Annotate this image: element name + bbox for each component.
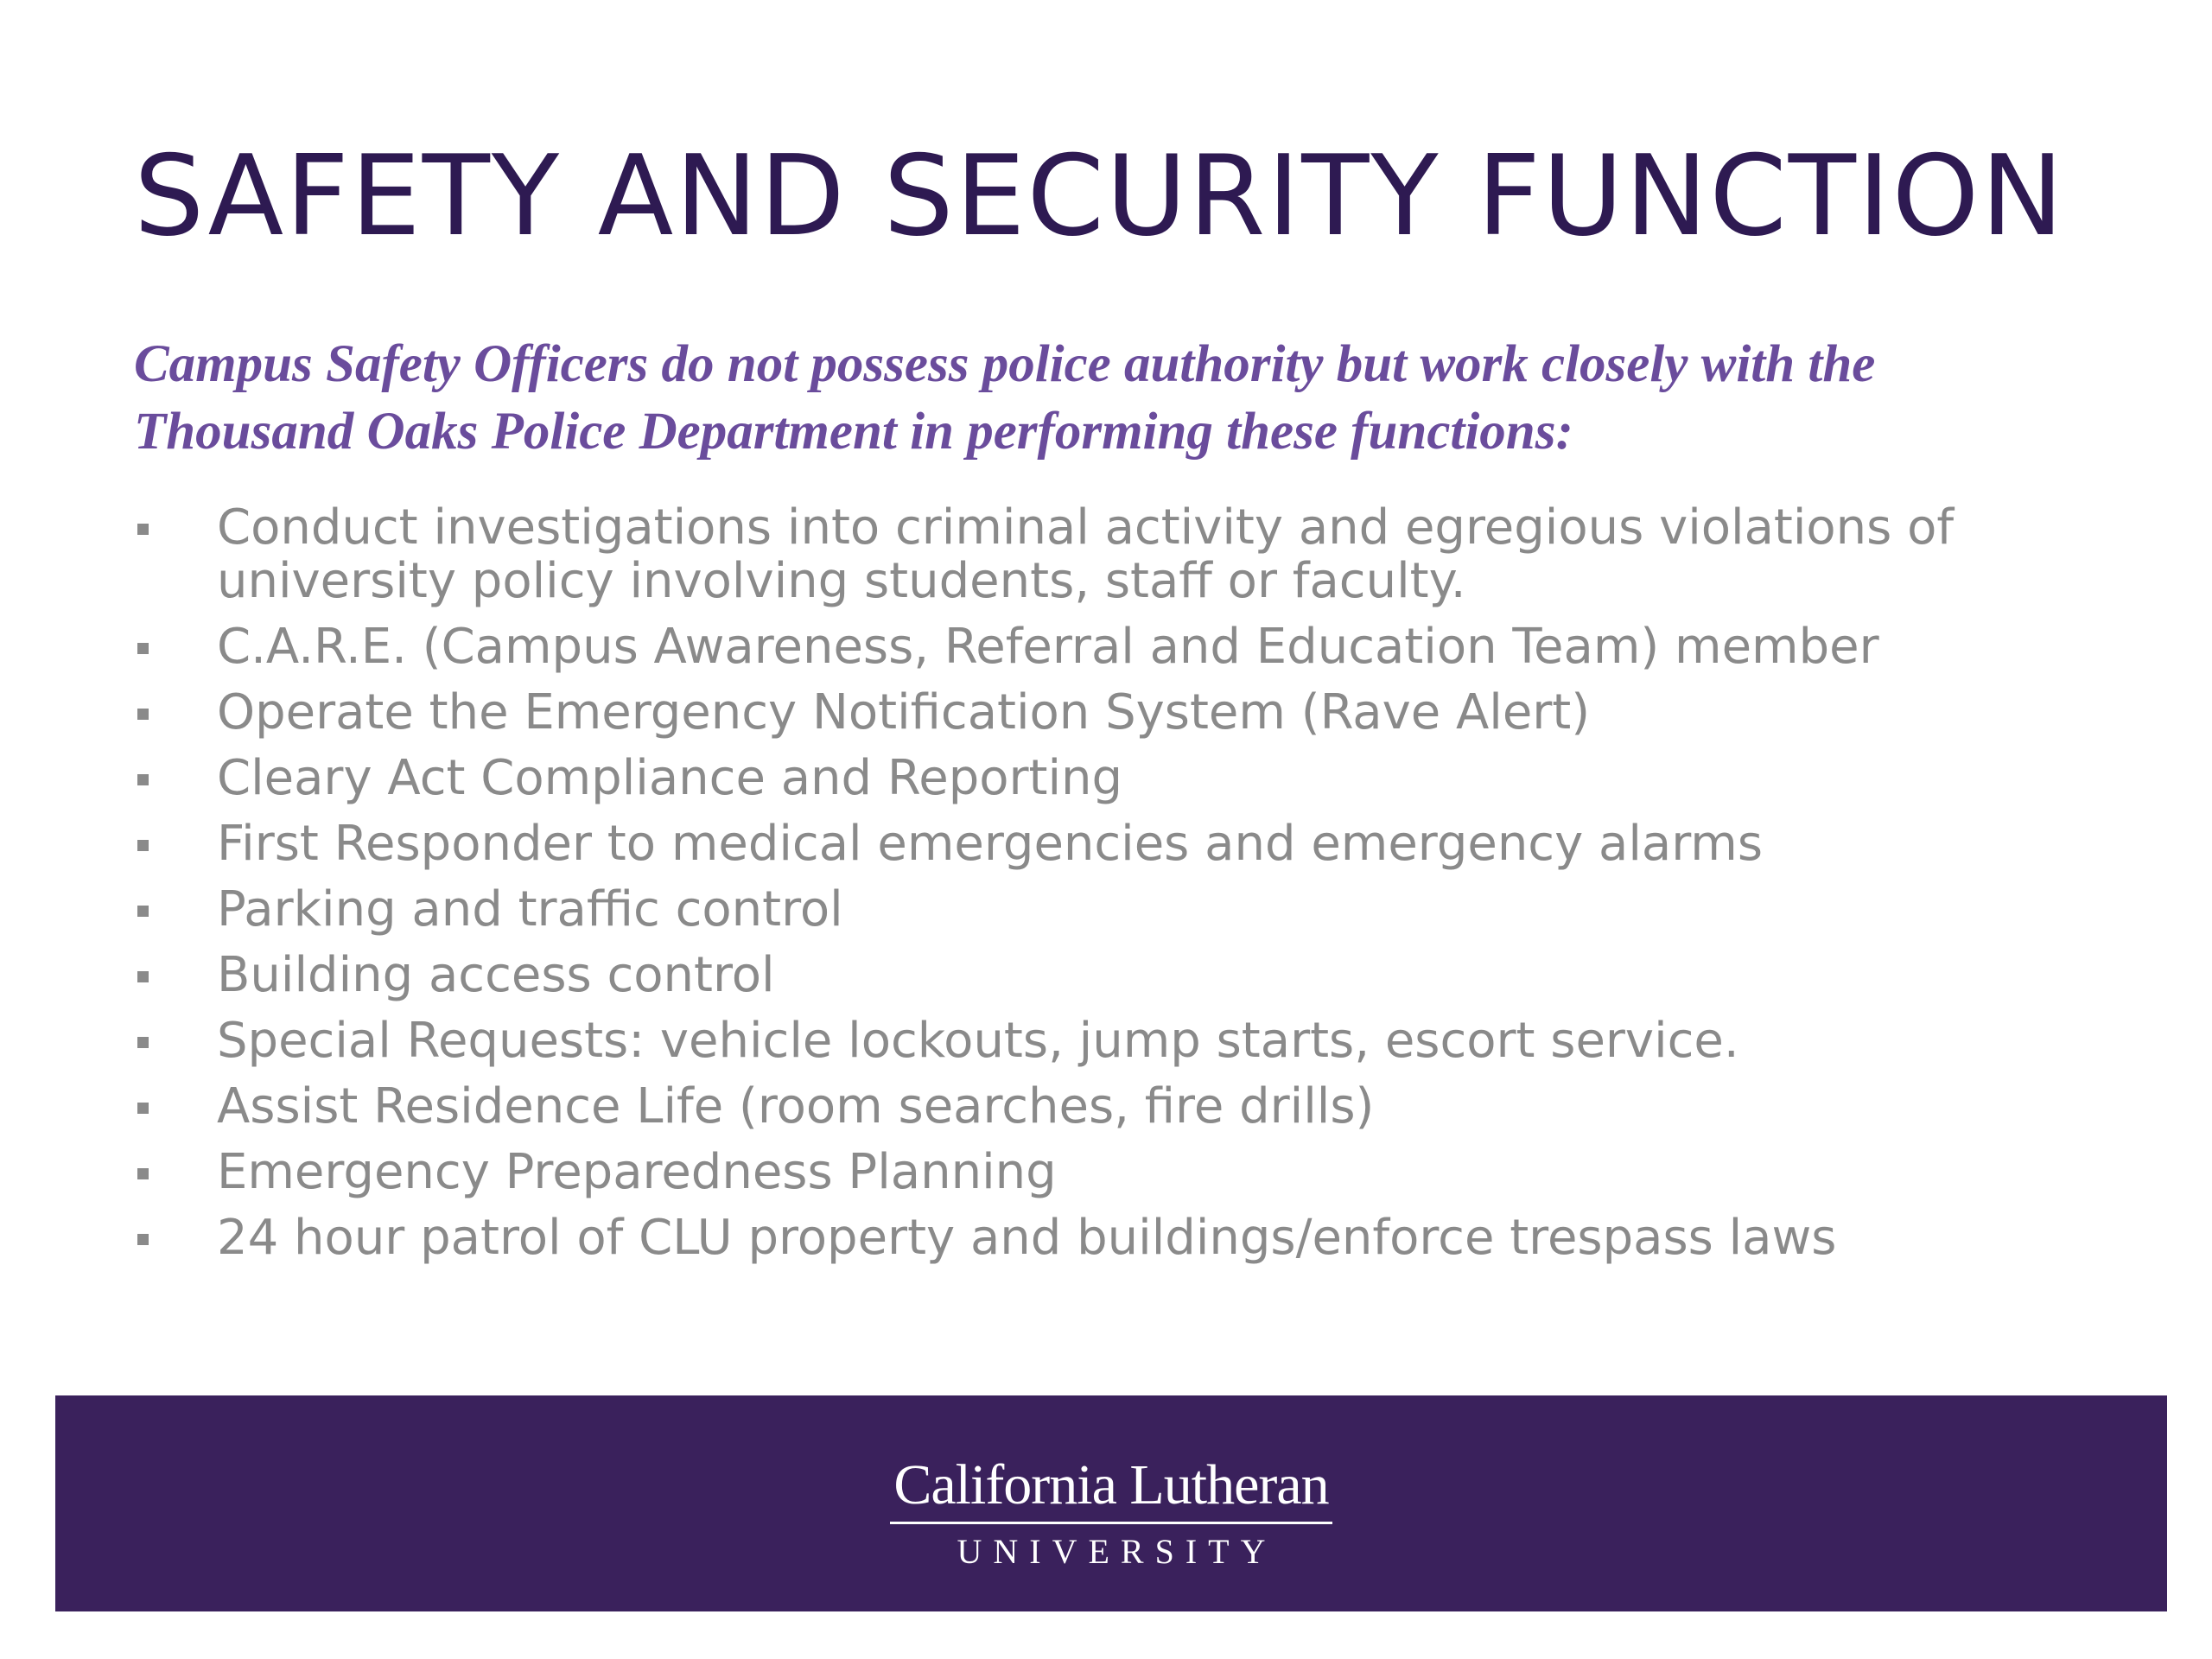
- square-bullet-icon: [137, 840, 149, 851]
- slide-title: SAFETY AND SECURITY FUNCTION: [134, 132, 2066, 261]
- list-item-text: Cleary Act Compliance and Reporting: [217, 750, 1123, 806]
- logo-subtitle: UNIVERSITY: [957, 1532, 1277, 1571]
- square-bullet-icon: [137, 774, 149, 785]
- list-item-text: Operate the Emergency Notification System (Rave Alert): [217, 684, 1591, 741]
- list-item: [134, 620, 2121, 674]
- slide-subtitle: [134, 331, 2121, 466]
- square-bullet-icon: [137, 709, 149, 720]
- function-list: [134, 501, 2121, 1277]
- list-item: [134, 1146, 2121, 1199]
- list-item-text: Building access control: [217, 947, 775, 1003]
- list-item-text: Emergency Preparedness Planning: [217, 1144, 1057, 1200]
- square-bullet-icon: [137, 1234, 149, 1245]
- square-bullet-icon: [137, 524, 149, 535]
- logo-name: California Lutheran: [890, 1454, 1332, 1524]
- list-item: [134, 752, 2121, 805]
- square-bullet-icon: [137, 1103, 149, 1114]
- square-bullet-icon: [137, 906, 149, 917]
- list-item-text: Conduct investigations into criminal activity and egregious violations of university policy involving students, staff or faculty.: [217, 499, 1955, 609]
- square-bullet-icon: [137, 1168, 149, 1179]
- list-item: [134, 1014, 2121, 1068]
- list-item: [134, 686, 2121, 740]
- subtitle-line: Thousand Oaks Police Department in performing these functions:: [134, 403, 1573, 461]
- list-item-text: C.A.R.E. (Campus Awareness, Referral and Education Team) member: [217, 619, 1879, 675]
- list-item: [134, 883, 2121, 937]
- subtitle-line: Campus Safety Officers do not possess police authority but work closely with the: [134, 335, 1876, 393]
- list-item: [134, 1080, 2121, 1134]
- list-item: [134, 1211, 2121, 1265]
- list-item: [134, 501, 2121, 608]
- university-logo: [55, 1454, 2167, 1573]
- footer-band: [55, 1395, 2167, 1611]
- list-item-text: 24 hour patrol of CLU property and buildings/enforce trespass laws: [217, 1210, 1837, 1266]
- square-bullet-icon: [137, 1037, 149, 1048]
- square-bullet-icon: [137, 971, 149, 982]
- list-item-text: Special Requests: vehicle lockouts, jump starts, escort service.: [217, 1013, 1739, 1069]
- list-item-text: Assist Residence Life (room searches, fire drills): [217, 1078, 1375, 1135]
- list-item-text: Parking and traffic control: [217, 881, 843, 938]
- list-item: [134, 817, 2121, 871]
- square-bullet-icon: [137, 643, 149, 654]
- list-item-text: First Responder to medical emergencies and emergency alarms: [217, 816, 1763, 872]
- list-item: [134, 949, 2121, 1002]
